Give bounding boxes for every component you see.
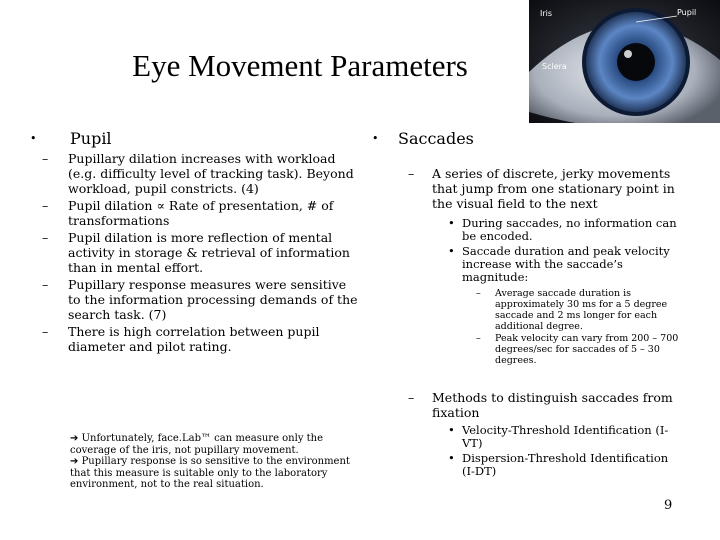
dash: –	[476, 288, 481, 299]
sub-sub-list-item-text: Average saccade duration is approximately 30 ms for a 5 degree saccade and 2 ms longer for each additional degree.	[495, 288, 668, 332]
sub-sub-list-item	[462, 333, 682, 366]
dash: –	[42, 324, 49, 339]
bullet: •	[448, 451, 455, 465]
pupil-heading	[30, 129, 358, 148]
pupil-label: Pupil	[677, 8, 697, 17]
page-number: 9	[664, 498, 673, 513]
list-item	[30, 151, 358, 196]
list-item	[30, 230, 358, 275]
bullet: •	[30, 132, 37, 145]
sub-list-item	[432, 424, 682, 450]
bullet: •	[448, 423, 455, 437]
notes	[70, 433, 354, 491]
slide-title: Eye Movement Parameters	[132, 48, 468, 83]
sub-sub-list-item-text: Peak velocity can vary from 200 – 700 degrees/sec for saccades of 5 – 30 degrees.	[495, 333, 679, 366]
list-item	[30, 324, 358, 354]
pupil-shape	[617, 43, 655, 81]
dash: –	[476, 333, 481, 344]
list-item-text: A series of discrete, jerky movements that jump from one stationary point in the visual field to the next	[432, 166, 675, 211]
list-item-text: Pupillary response measures were sensitive to the information processing demands of the search task. (7)	[68, 277, 358, 322]
arrow-icon: ➔	[70, 456, 79, 467]
dash: –	[42, 151, 49, 166]
eye-image	[529, 0, 720, 123]
list-item-text: Methods to distinguish saccades from fixation	[432, 390, 673, 420]
bullet: •	[448, 244, 455, 258]
list-item	[30, 198, 358, 228]
dash: –	[408, 390, 415, 405]
sub-list-item	[432, 217, 682, 243]
dash: –	[408, 166, 415, 181]
pupil-heading-text: Pupil	[70, 129, 112, 148]
sub-list-item	[432, 452, 682, 478]
list-item-text: Pupillary dilation increases with workload (e.g. difficulty level of tracking task). Beyond workload, pupil constricts. (4)	[68, 151, 354, 196]
sub-list-item	[432, 245, 682, 284]
bullet: •	[372, 132, 379, 145]
list-item-text: Pupil dilation is more reflection of mental activity in storage & retrieval of information than in mental effort.	[68, 230, 350, 275]
left-column	[30, 129, 358, 354]
note-text: Unfortunately, face.Lab™ can measure only the coverage of the iris, not pupillary movement.	[70, 433, 324, 456]
note-text: Pupillary response is so sensitive to the environment that this measure is suitable only to the laboratory environment, not to the real situation.	[70, 456, 350, 490]
sub-list-item-text: Saccade duration and peak velocity increase with the saccade’s magnitude:	[462, 244, 670, 284]
list-item	[30, 277, 358, 322]
note-item	[70, 433, 354, 456]
note-item	[70, 456, 354, 491]
arrow-icon: ➔	[70, 433, 79, 444]
list-item	[372, 166, 682, 211]
dash: –	[42, 230, 49, 245]
saccades-heading-text: Saccades	[398, 129, 474, 148]
sub-list-item-text: Velocity-Threshold Identification (I-VT)	[462, 423, 669, 450]
right-column	[372, 129, 682, 478]
iris-label: Iris	[540, 9, 553, 18]
saccades-heading	[372, 129, 682, 148]
sub-list-item-text: Dispersion-Threshold Identification (I-DT)	[462, 451, 669, 478]
list-item-text: Pupil dilation ∝ Rate of presentation, # of transformations	[68, 198, 334, 228]
list-item-text: There is high correlation between pupil diameter and pilot rating.	[68, 324, 320, 354]
list-item	[372, 390, 682, 420]
dash: –	[42, 277, 49, 292]
sub-sub-list-item	[462, 288, 682, 332]
sclera-label: Sclera	[542, 62, 567, 71]
bullet: •	[448, 216, 455, 230]
sub-list-item-text: During saccades, no information can be encoded.	[462, 216, 677, 243]
dash: –	[42, 198, 49, 213]
